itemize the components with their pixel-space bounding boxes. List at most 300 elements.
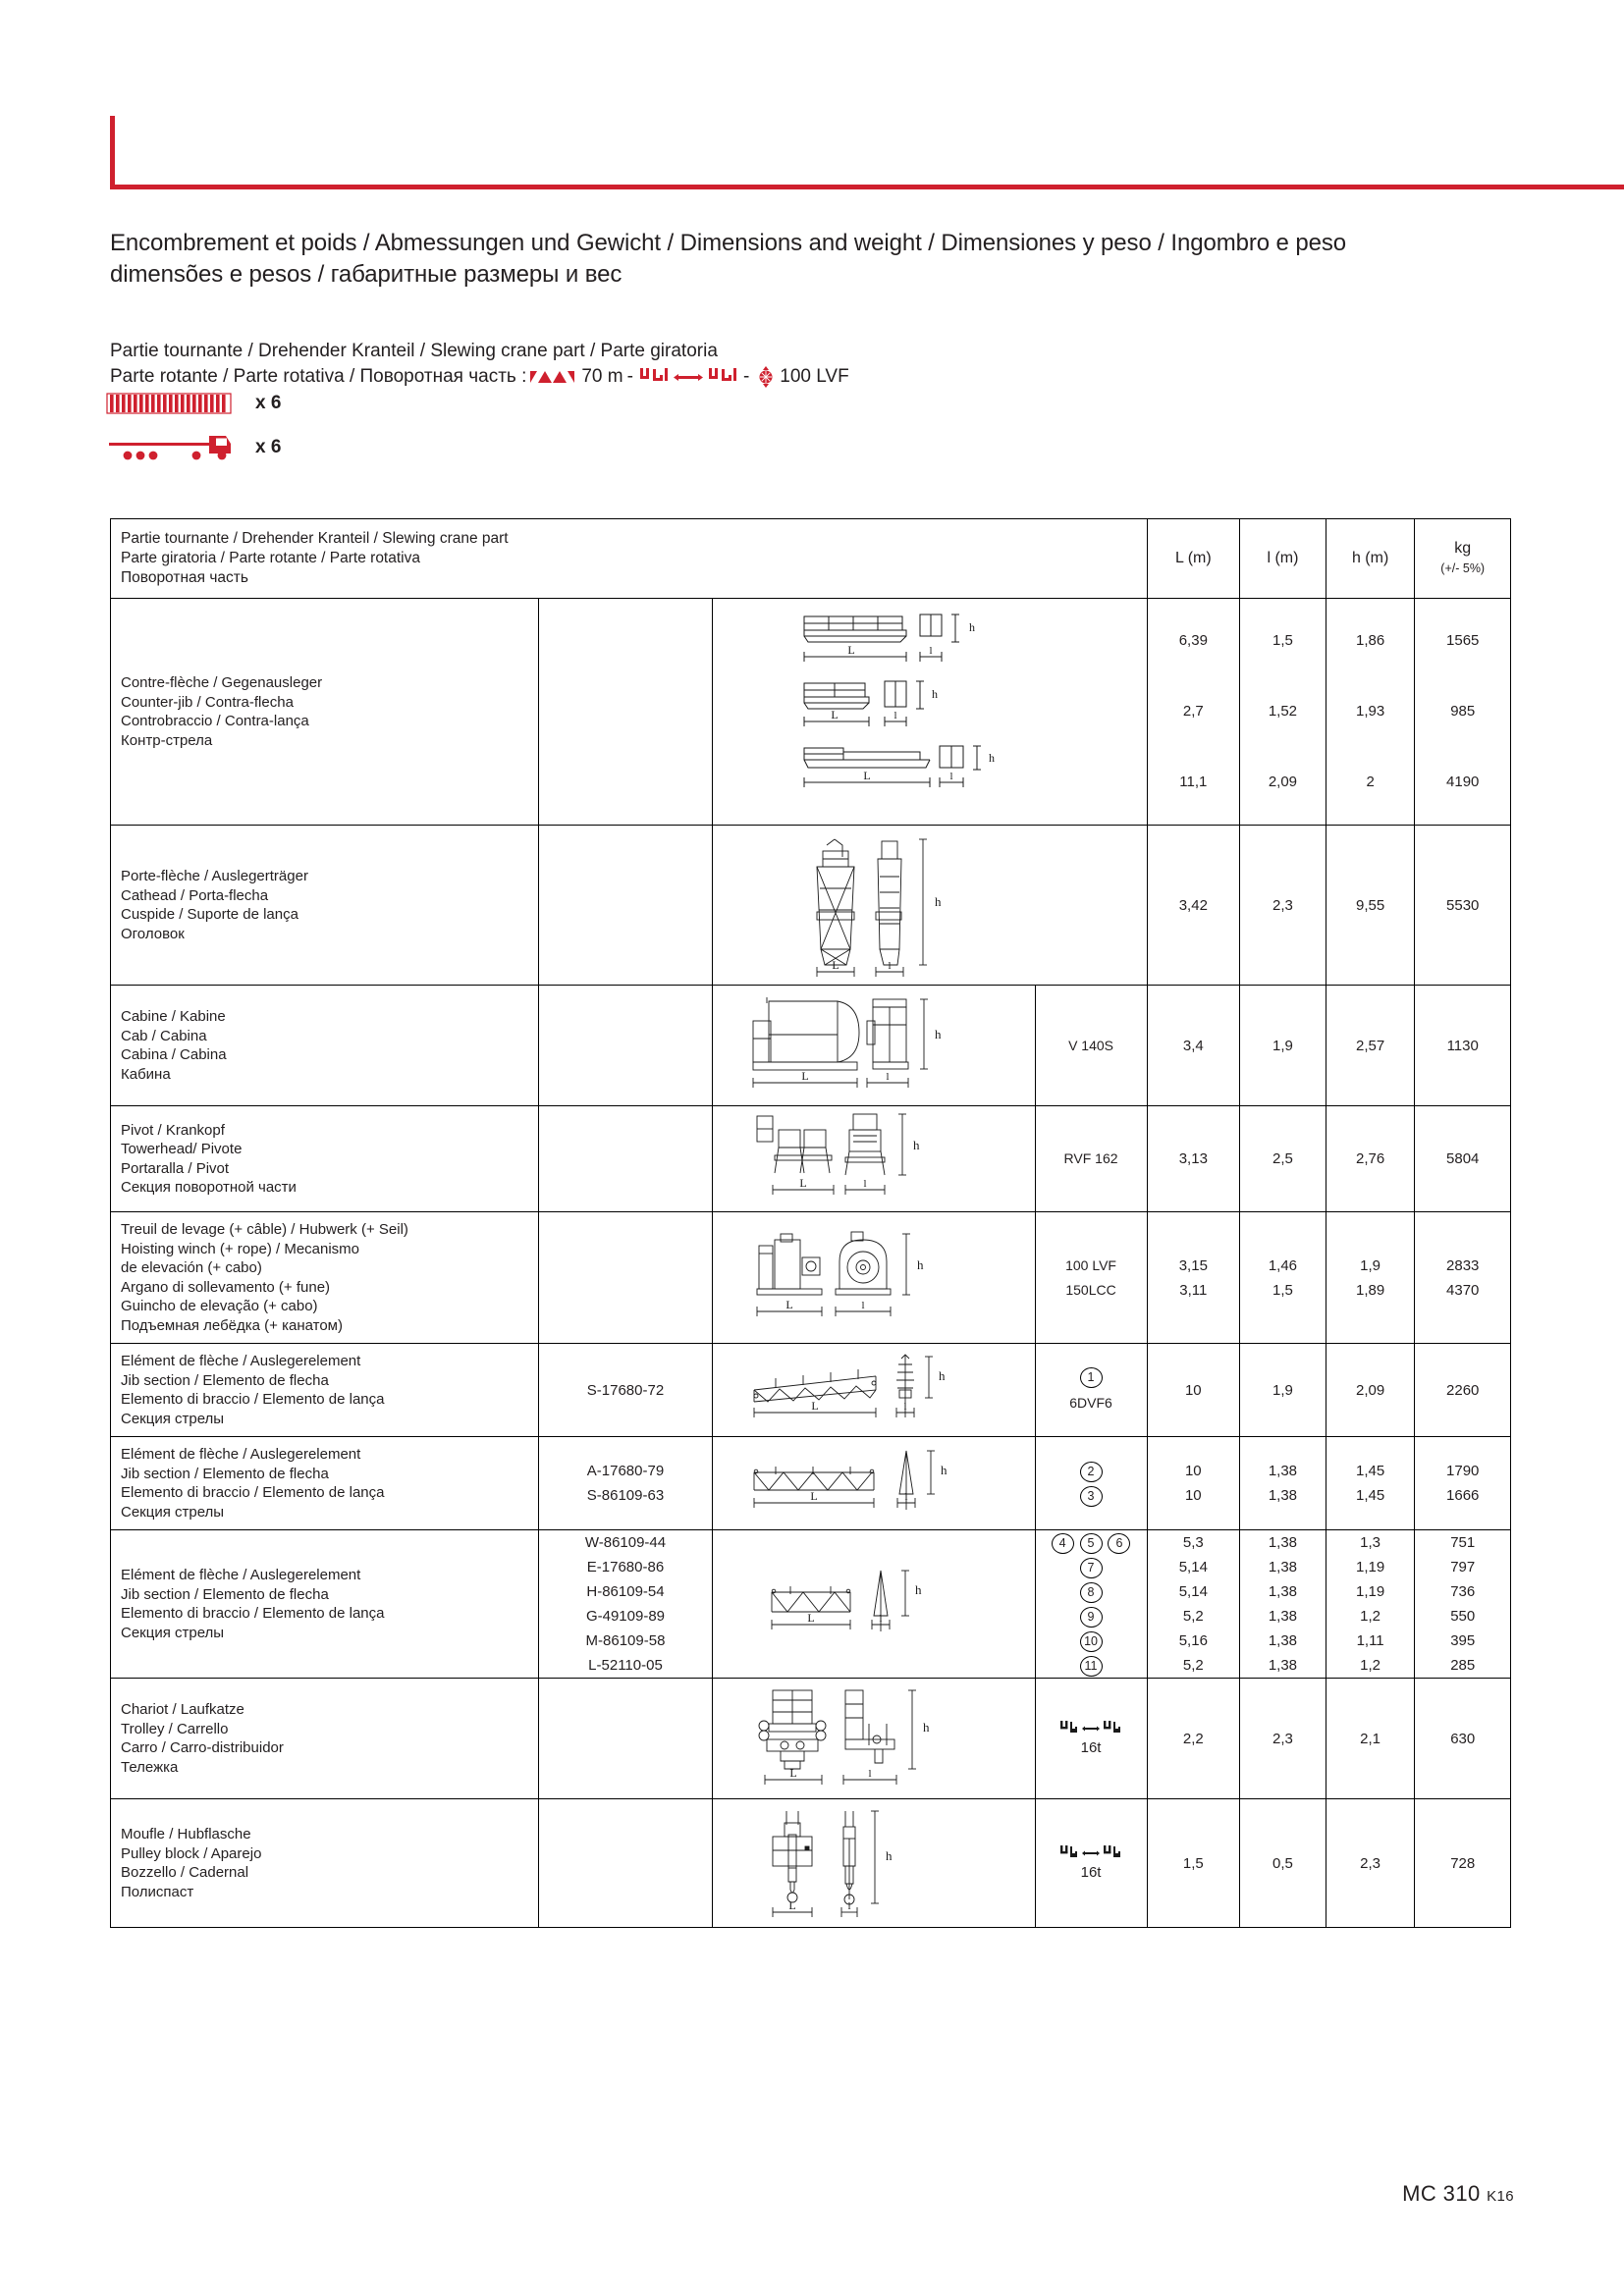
svg-text:l: l (863, 1178, 867, 1190)
truck-count-label: x 6 (255, 437, 282, 457)
winch-model-1: 100 LVF (1065, 1256, 1116, 1273)
row-drawing-counter-jib (713, 599, 1147, 826)
table-row-towerhead (111, 1106, 1511, 1212)
value-L: 2,7 (1182, 703, 1204, 720)
desc-line: Подъемная лебёдка (+ канатом) (121, 1316, 343, 1334)
row-description-pulley-block (111, 1799, 539, 1928)
value-kg: 550 (1450, 1608, 1476, 1625)
part-number: G-49109-89 (585, 1608, 666, 1625)
row-reference-jib-section-1 (538, 1344, 712, 1437)
desc-line: Elément de flèche / Auslegerelement (121, 1353, 361, 1369)
circled-number: 7 (1080, 1558, 1103, 1578)
value-kg: 285 (1450, 1657, 1476, 1674)
row-l-towerhead: 2,5 (1240, 1106, 1326, 1212)
value-l: 1,5 (1272, 1281, 1293, 1299)
jib-mark-group (1036, 1530, 1147, 1555)
value-l: 1,38 (1268, 1608, 1298, 1625)
svg-text:l: l (903, 1401, 907, 1413)
value-kg: 736 (1450, 1583, 1476, 1600)
table-row-trolley (111, 1679, 1511, 1799)
value-L: 5,14 (1178, 1559, 1208, 1575)
desc-line: Contre-flèche / Gegenausleger (121, 674, 323, 691)
row-description-jib-section-2 (111, 1437, 539, 1530)
table-row-jib-section-3 (111, 1530, 1511, 1679)
value-L: 5,3 (1182, 1534, 1204, 1551)
value-kg: 395 (1450, 1632, 1476, 1649)
loaded-trailer-icon (106, 391, 234, 416)
part-number: S-86109-63 (586, 1487, 665, 1504)
part-number: H-86109-54 (586, 1583, 665, 1600)
row-reference-towerhead (538, 1106, 712, 1212)
svg-text:l: l (868, 1768, 872, 1780)
svg-text:h: h (885, 1848, 893, 1863)
part-number: E-17680-86 (586, 1559, 665, 1575)
travel-arrow-icon (1082, 1724, 1100, 1734)
table-row-jib-section-1 (111, 1344, 1511, 1437)
value-l: 1,38 (1268, 1487, 1298, 1504)
row-kg-jib-section-1: 2260 (1415, 1344, 1511, 1437)
row-description-towerhead (111, 1106, 539, 1212)
page-title-line2: dimensões e pesos / габаритные размеры и вес (110, 261, 623, 288)
svg-text:L: L (831, 708, 839, 721)
row-l-pulley-block: 0,5 (1240, 1799, 1326, 1928)
row-l-cathead: 2,3 (1240, 826, 1326, 986)
desc-line: Cabine / Kabine (121, 1008, 226, 1025)
svg-text:L: L (863, 769, 871, 782)
counter-jib-drawing (783, 605, 1077, 819)
circled-number: 2 (1080, 1462, 1103, 1482)
value-h: 1,2 (1360, 1657, 1381, 1674)
header-desc-line1: Partie tournante / Drehender Kranteil / Slewing crane part (121, 530, 509, 547)
header-col-L: L (m) (1147, 519, 1239, 599)
desc-line: Тележка (121, 1758, 179, 1776)
row-reference-cab (538, 986, 712, 1106)
desc-line: Секция стрелы (121, 1624, 225, 1641)
row-kg-towerhead: 5804 (1415, 1106, 1511, 1212)
row-L-jib-section-1: 10 (1147, 1344, 1239, 1437)
row-h-jib-section-2 (1326, 1437, 1415, 1530)
row-l-jib-section-3 (1240, 1530, 1326, 1679)
jib-mark-group (1036, 1459, 1147, 1483)
svg-text:h: h (912, 1138, 920, 1152)
value-l: 1,38 (1268, 1559, 1298, 1575)
value-kg: 1565 (1446, 632, 1480, 649)
value-l: 1,5 (1272, 632, 1293, 649)
row-reference-cathead (538, 826, 712, 986)
row-h-cathead: 9,55 (1326, 826, 1415, 986)
desc-line: Кабина (121, 1065, 171, 1083)
row-l-counter-jib (1240, 599, 1326, 826)
page-title-line1: Encombrement et poids / Abmessungen und Gewicht / Dimensions and weight / Dimensiones y peso / Ingombro e peso (110, 230, 1347, 256)
truck-trailer-icon (106, 432, 234, 463)
subtitle-dash-2: - (742, 366, 750, 387)
circled-number: 4 (1052, 1533, 1074, 1554)
desc-line: Elemento di braccio / Elemento de lança (121, 1484, 385, 1501)
trolley-hook-icon-2 (708, 367, 737, 387)
desc-line: Jib section / Elemento de flecha (121, 1585, 329, 1603)
svg-text:l: l (886, 1071, 890, 1083)
desc-line: Оголовок (121, 925, 185, 942)
row-h-hoisting-winch (1326, 1212, 1415, 1344)
truck-row-trailer (106, 391, 281, 416)
row-kg-pulley-block: 728 (1415, 1799, 1511, 1928)
value-h: 1,3 (1360, 1534, 1381, 1551)
slewing-crane-part-table (110, 518, 1511, 1928)
value-h: 1,19 (1356, 1583, 1385, 1600)
table-row-cathead (111, 826, 1511, 986)
jib-mark-group (1036, 1483, 1147, 1508)
row-mark-jib-section-1 (1035, 1344, 1147, 1437)
header-description-cell (111, 519, 1148, 599)
svg-text:h: h (931, 687, 938, 701)
svg-text:l: l (929, 645, 933, 657)
row-l-jib-section-1: 1,9 (1240, 1344, 1326, 1437)
value-L: 5,14 (1178, 1583, 1208, 1600)
svg-text:l: l (893, 710, 897, 721)
row-kg-cab: 1130 (1415, 986, 1511, 1106)
trolley-hook-icon (1059, 1721, 1122, 1736)
desc-line: Elemento di braccio / Elemento de lança (121, 1605, 385, 1622)
row-L-cathead: 3,42 (1147, 826, 1239, 986)
header-col-kg-tolerance: (+/- 5%) (1440, 561, 1486, 575)
row-h-jib-section-3 (1326, 1530, 1415, 1679)
table-row-cab (111, 986, 1511, 1106)
row-reference-trolley (538, 1679, 712, 1799)
svg-text:L: L (789, 1766, 797, 1780)
red-horizontal-rule (110, 185, 1624, 189)
desc-line: Guincho de elevação (+ cabo) (121, 1298, 318, 1314)
svg-text:L: L (785, 1297, 793, 1311)
desc-line: Pivot / Krankopf (121, 1121, 225, 1139)
value-h: 1,89 (1356, 1281, 1385, 1299)
svg-text:L: L (799, 1176, 807, 1190)
red-vertical-rule (110, 116, 115, 189)
travel-arrow-icon (1082, 1848, 1100, 1858)
row-drawing-hoisting-winch (713, 1212, 1035, 1344)
table-row-hoisting-winch (111, 1212, 1511, 1344)
header-col-kg (1415, 519, 1511, 599)
svg-text:l: l (904, 1491, 908, 1503)
svg-text:l: l (879, 1613, 883, 1625)
row-l-jib-section-2 (1240, 1437, 1326, 1530)
row-mark-hoisting-winch (1035, 1212, 1147, 1344)
transport-truck-summary (106, 391, 499, 477)
svg-text:L: L (810, 1489, 818, 1503)
value-L: 6,39 (1178, 632, 1208, 649)
desc-line: Cuspide / Suporte de lança (121, 906, 298, 923)
value-h: 1,93 (1356, 703, 1385, 720)
svg-text:h: h (968, 620, 975, 634)
svg-text:l: l (847, 1900, 851, 1912)
winch-model-2: 150LCC (1065, 1281, 1116, 1298)
hook-right-icon (1103, 1845, 1122, 1861)
row-kg-hoisting-winch (1415, 1212, 1511, 1344)
row-h-pulley-block: 2,3 (1326, 1799, 1415, 1928)
circled-number: 3 (1080, 1486, 1103, 1507)
row-description-cab (111, 986, 539, 1106)
trolley-drawing (751, 1684, 997, 1792)
value-kg: 4190 (1446, 774, 1480, 790)
header-col-l: l (m) (1240, 519, 1326, 599)
value-h: 1,9 (1360, 1256, 1381, 1274)
svg-text:L: L (832, 958, 839, 972)
circled-number: 9 (1080, 1607, 1103, 1628)
jib-mark-group (1036, 1555, 1147, 1579)
row-description-hoisting-winch (111, 1212, 539, 1344)
value-h: 1,45 (1356, 1463, 1385, 1479)
row-drawing-cab (713, 986, 1035, 1106)
row-drawing-jib-section-3 (713, 1530, 1035, 1679)
row-reference-jib-section-3 (538, 1530, 712, 1679)
circled-number: 1 (1080, 1367, 1103, 1388)
row-L-jib-section-2 (1147, 1437, 1239, 1530)
row-kg-cathead: 5530 (1415, 826, 1511, 986)
value-kg: 2833 (1446, 1256, 1480, 1274)
trolley-hook-icon (639, 367, 669, 387)
hook-left-icon (1059, 1845, 1079, 1861)
trailer-count-label: x 6 (255, 393, 282, 413)
value-h: 1,86 (1356, 632, 1385, 649)
desc-line: Секция стрелы (121, 1410, 225, 1427)
svg-text:h: h (940, 1463, 947, 1477)
trolley-capacity-label: 16t (1080, 1739, 1102, 1756)
jib-mark-group (1036, 1604, 1147, 1629)
winch-model-label: 100 LVF (780, 366, 849, 387)
desc-line: Jib section / Elemento de flecha (121, 1371, 329, 1389)
table-row-counter-jib (111, 599, 1511, 826)
value-h: 2 (1366, 774, 1375, 790)
row-mark-jib-section-2 (1035, 1437, 1147, 1530)
row-description-counter-jib (111, 599, 539, 826)
value-h: 1,11 (1356, 1632, 1384, 1649)
circled-number: 5 (1080, 1533, 1103, 1554)
row-reference-counter-jib (538, 599, 712, 826)
row-mark-cab (1035, 986, 1147, 1106)
value-l: 1,52 (1268, 703, 1298, 720)
header-col-h: h (m) (1326, 519, 1415, 599)
desc-line: Hoisting winch (+ rope) / Mecanismo (121, 1240, 360, 1257)
value-h: 1,45 (1356, 1487, 1385, 1504)
subtitle-line-2-prefix: Parte rotante / Parte rotativa / Поворотная часть : (110, 366, 527, 387)
row-description-jib-section-1 (111, 1344, 539, 1437)
desc-line: Секция стрелы (121, 1503, 225, 1521)
row-drawing-towerhead (713, 1106, 1035, 1212)
row-mark-towerhead (1035, 1106, 1147, 1212)
svg-text:L: L (801, 1069, 809, 1083)
desc-line: Controbraccio / Contra-lança (121, 713, 309, 729)
row-kg-jib-section-2 (1415, 1437, 1511, 1530)
svg-text:L: L (807, 1611, 815, 1625)
jib-section-2-drawing (746, 1445, 1001, 1522)
row-l-cab: 1,9 (1240, 986, 1326, 1106)
row-kg-counter-jib (1415, 599, 1511, 826)
row-drawing-cathead (713, 826, 1147, 986)
desc-line: Chariot / Laufkatze (121, 1701, 244, 1718)
desc-line: Moufle / Hubflasche (121, 1826, 251, 1842)
value-l: 2,09 (1268, 774, 1298, 790)
towerhead-model-label: RVF 162 (1063, 1150, 1118, 1166)
subtitle-dash-1: - (626, 366, 633, 387)
table-row-pulley-block (111, 1799, 1511, 1928)
value-l: 1,46 (1268, 1256, 1298, 1274)
svg-text:h: h (914, 1582, 922, 1597)
svg-text:h: h (938, 1368, 946, 1383)
row-L-towerhead: 3,13 (1147, 1106, 1239, 1212)
jib-mark-group (1036, 1364, 1147, 1389)
row-mark-jib-section-3 (1035, 1530, 1147, 1679)
row-description-cathead (111, 826, 539, 986)
row-reference-hoisting-winch (538, 1212, 712, 1344)
part-number: L-52110-05 (588, 1657, 663, 1674)
value-kg: 751 (1450, 1534, 1476, 1551)
hook-left-icon (1059, 1721, 1079, 1736)
circled-number: 6 (1108, 1533, 1130, 1554)
value-L: 5,2 (1182, 1657, 1204, 1674)
desc-line: Counter-jib / Contra-flecha (121, 693, 294, 711)
value-L: 10 (1184, 1463, 1202, 1479)
page-footer (1402, 2181, 1514, 2207)
desc-line: Bozzello / Cadernal (121, 1864, 249, 1881)
value-L: 5,2 (1182, 1608, 1204, 1625)
page-title (110, 228, 1485, 291)
value-L: 11,1 (1179, 774, 1208, 790)
row-reference-jib-section-2 (538, 1437, 712, 1530)
desc-line: Cab / Cabina (121, 1027, 207, 1044)
footer-code: K16 (1487, 2188, 1514, 2205)
desc-line: Towerhead/ Pivote (121, 1141, 243, 1157)
desc-line: Контр-стрела (121, 731, 213, 749)
row-h-trolley: 2,1 (1326, 1679, 1415, 1799)
row-drawing-pulley-block (713, 1799, 1035, 1928)
table-row-jib-section-2 (111, 1437, 1511, 1530)
circled-number: 8 (1080, 1582, 1103, 1603)
value-L: 10 (1184, 1487, 1202, 1504)
svg-text:l: l (861, 1299, 865, 1311)
subtitle-line-1: Partie tournante / Drehender Kranteil / Slewing crane part / Parte giratoria (110, 341, 718, 361)
row-h-jib-section-1: 2,09 (1326, 1344, 1415, 1437)
desc-line: Elément de flèche / Auslegerelement (121, 1446, 361, 1463)
value-L: 3,15 (1178, 1256, 1208, 1274)
row-L-jib-section-3 (1147, 1530, 1239, 1679)
table-header-row (111, 519, 1511, 599)
cab-drawing (751, 991, 997, 1099)
part-number: W-86109-44 (584, 1534, 667, 1551)
jib-mark-group (1036, 1629, 1147, 1653)
hook-right-icon (1103, 1721, 1122, 1736)
part-number: A-17680-79 (586, 1463, 665, 1479)
row-reference-pulley-block (538, 1799, 712, 1928)
header-col-kg-label: kg (1454, 540, 1472, 557)
footer-model: MC 310 (1402, 2181, 1488, 2206)
top-decorative-rule (0, 0, 1624, 196)
desc-line: de elevación (+ cabo) (121, 1259, 262, 1276)
row-L-counter-jib (1147, 599, 1239, 826)
subtitle-line-2 (110, 364, 1485, 390)
value-kg: 4370 (1446, 1281, 1480, 1299)
part-number: S-17680-72 (586, 1381, 665, 1399)
cab-model-label: V 140S (1068, 1037, 1113, 1053)
jib-section-1-drawing (746, 1351, 1001, 1429)
value-l: 1,38 (1268, 1534, 1298, 1551)
value-L: 5,16 (1178, 1632, 1208, 1649)
value-kg: 1790 (1446, 1463, 1480, 1479)
value-l: 1,38 (1268, 1632, 1298, 1649)
value-kg: 985 (1450, 703, 1476, 720)
desc-line: Elément de flèche / Auslegerelement (121, 1567, 361, 1583)
jib-variant-label: 6DVF6 (1069, 1395, 1112, 1411)
part-number: M-86109-58 (585, 1632, 666, 1649)
header-desc-line2: Parte giratoria / Parte rotante / Parte rotativa (121, 550, 420, 566)
svg-text:h: h (934, 894, 942, 909)
desc-line: Trolley / Carrello (121, 1720, 229, 1737)
jib-length-label: 70 m (581, 366, 623, 387)
value-kg: 1666 (1446, 1487, 1480, 1504)
row-L-pulley-block: 1,5 (1147, 1799, 1239, 1928)
desc-line: Carro / Carro-distribuidor (121, 1739, 284, 1756)
value-h: 1,19 (1356, 1559, 1385, 1575)
svg-text:l: l (888, 960, 892, 972)
row-description-trolley (111, 1679, 539, 1799)
jib-mark-group (1036, 1579, 1147, 1604)
value-kg: 797 (1450, 1559, 1476, 1575)
row-kg-trolley: 630 (1415, 1679, 1511, 1799)
row-drawing-trolley (713, 1679, 1035, 1799)
trolley-hook-icon (1059, 1845, 1122, 1861)
hoisting-winch-drawing (751, 1230, 997, 1326)
svg-text:h: h (916, 1256, 924, 1272)
row-h-counter-jib (1326, 599, 1415, 826)
svg-text:L: L (847, 643, 855, 657)
row-l-hoisting-winch (1240, 1212, 1326, 1344)
svg-text:h: h (922, 1720, 930, 1735)
towerhead-drawing (751, 1112, 997, 1205)
circled-number: 11 (1080, 1656, 1103, 1677)
svg-text:L: L (811, 1399, 819, 1413)
row-h-cab: 2,57 (1326, 986, 1415, 1106)
svg-text:l: l (949, 771, 953, 782)
desc-line: Treuil de levage (+ câble) / Hubwerk (+ Seil) (121, 1221, 408, 1238)
desc-line: Elemento di braccio / Elemento de lança (121, 1391, 385, 1408)
value-L: 3,11 (1179, 1281, 1208, 1299)
desc-line: Jib section / Elemento de flecha (121, 1465, 329, 1482)
truck-row-tractor (106, 432, 281, 463)
row-mark-pulley-block (1035, 1799, 1147, 1928)
row-mark-trolley (1035, 1679, 1147, 1799)
desc-line: Portaralla / Pivot (121, 1159, 230, 1177)
desc-line: Cathead / Porta-flecha (121, 886, 269, 904)
pulley-capacity-label: 16t (1080, 1864, 1102, 1881)
value-h: 1,2 (1360, 1608, 1381, 1625)
row-drawing-jib-section-2 (713, 1437, 1035, 1530)
travel-arrow-icon (674, 370, 703, 384)
value-l: 1,38 (1268, 1583, 1298, 1600)
jib-truss-icon (530, 369, 575, 385)
row-description-jib-section-3 (111, 1530, 539, 1679)
desc-line: Porte-flèche / Auslegerträger (121, 868, 308, 884)
row-L-trolley: 2,2 (1147, 1679, 1239, 1799)
desc-line: Pulley block / Aparejo (121, 1844, 262, 1862)
desc-line: Cabina / Cabina (121, 1046, 227, 1063)
value-l: 1,38 (1268, 1463, 1298, 1479)
svg-text:h: h (934, 1027, 942, 1041)
jib-section-3-drawing (746, 1565, 1001, 1643)
row-L-cab: 3,4 (1147, 986, 1239, 1106)
cathead-drawing (787, 831, 1072, 979)
row-kg-jib-section-3 (1415, 1530, 1511, 1679)
jib-mark-group (1036, 1653, 1147, 1678)
winch-icon (755, 366, 777, 388)
circled-number: 10 (1080, 1631, 1103, 1652)
